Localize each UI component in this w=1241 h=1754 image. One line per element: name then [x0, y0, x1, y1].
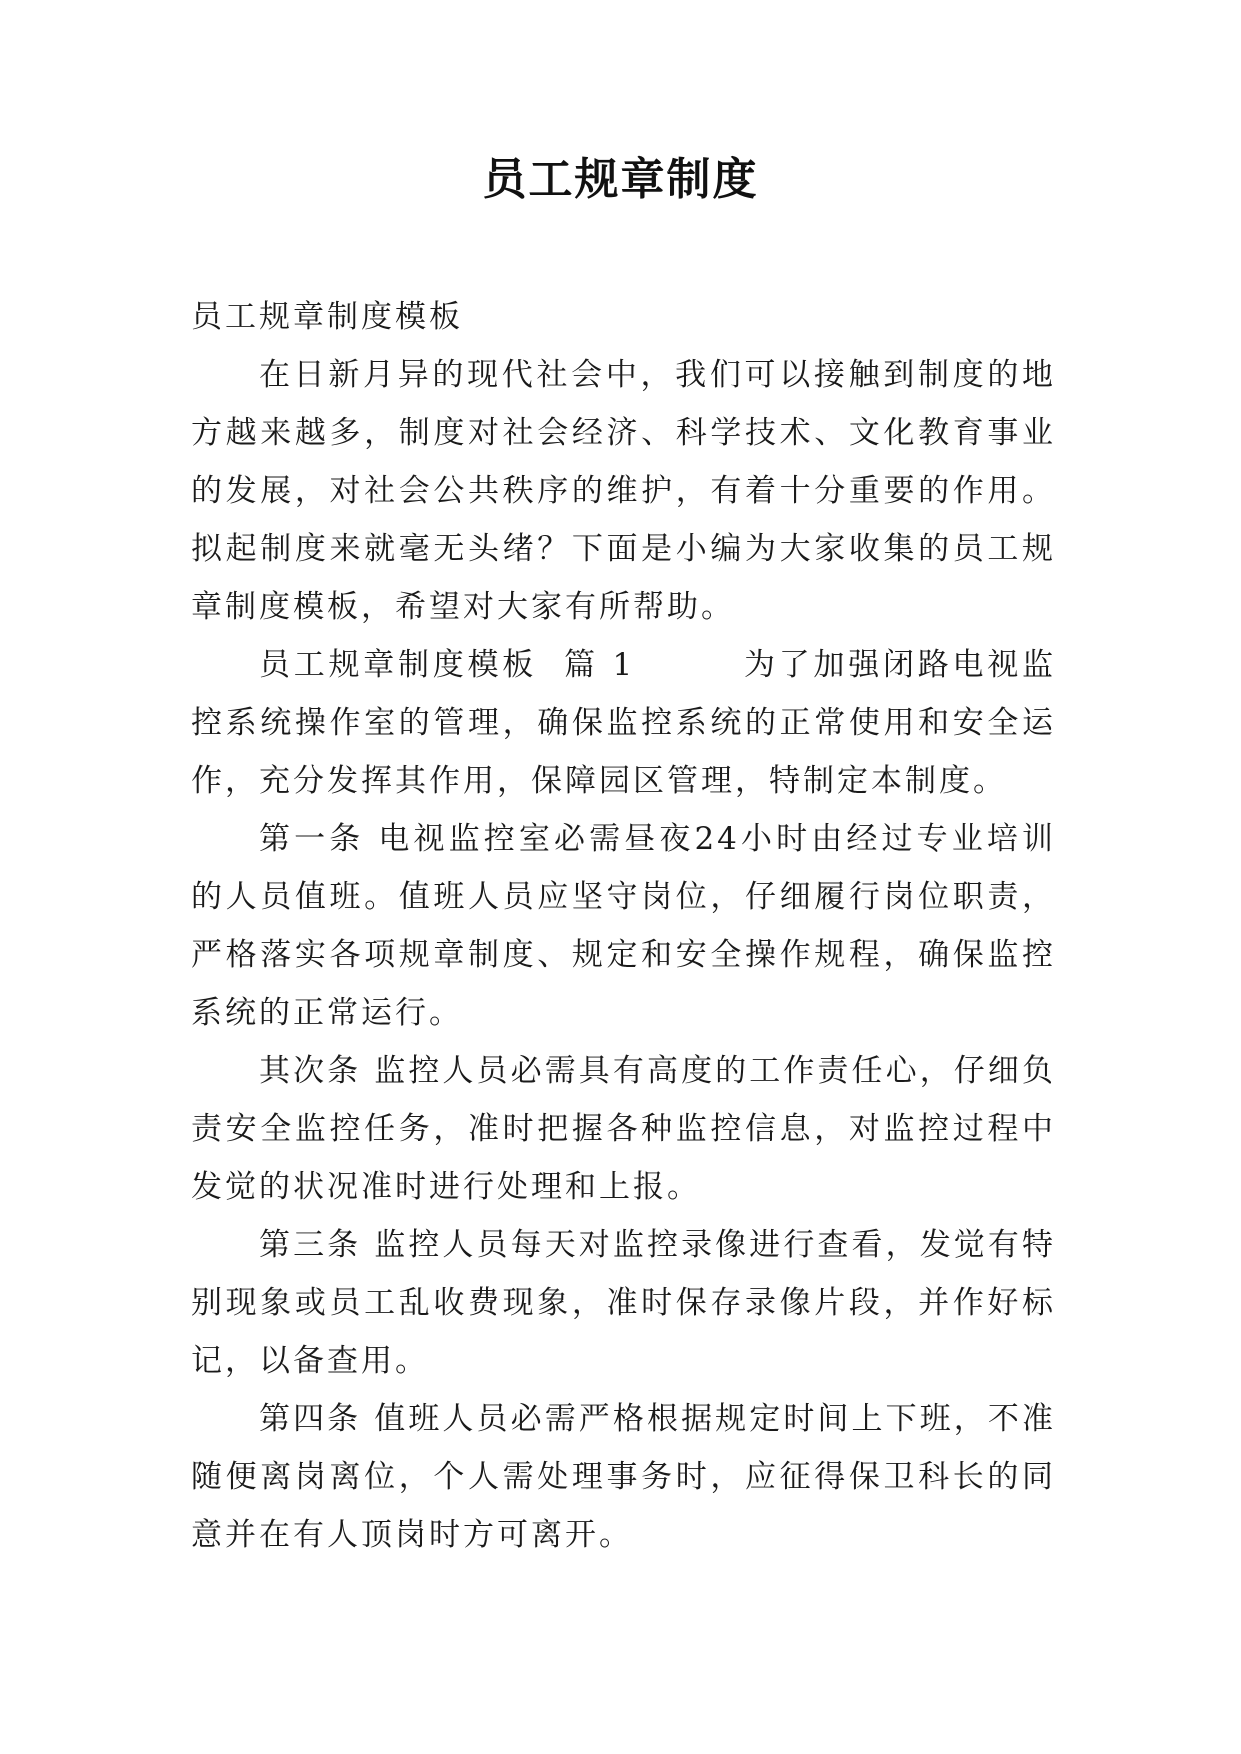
- document-subtitle: 员工规章制度模板: [191, 299, 463, 335]
- paragraph-intro: 在日新月异的现代社会中，我们可以接触到制度的地方越来越多，制度对社会经济、科学技术、文化教育事业的发展，对社会公共秩序的维护，有着十分重要的作用。拟起制度来就毫无头绪？下面是小编为大家收集的员工规章制度模板，希望对大家有所帮助。: [191, 357, 1056, 625]
- paragraph-article-2: 其次条 监控人员必需具有高度的工作责任心，仔细负责安全监控任务，准时把握各种监控信息，对监控过程中发觉的状况准时进行处理和上报。: [191, 1053, 1056, 1205]
- document-body: [191, 288, 1056, 1564]
- paragraph-article-3: 第三条 监控人员每天对监控录像进行查看，发觉有特别现象或员工乱收费现象，准时保存录像片段，并作好标记，以备查用。: [191, 1227, 1056, 1379]
- paragraph-template-1: 员工规章制度模板 篇 1 为了加强闭路电视监控系统操作室的管理，确保监控系统的正常使用和安全运作，充分发挥其作用，保障园区管理，特制定本制度。: [191, 647, 1056, 799]
- paragraph-article-4: 第四条 值班人员必需严格根据规定时间上下班，不准随便离岗离位，个人需处理事务时，应征得保卫科长的同意并在有人顶岗时方可离开。: [191, 1401, 1056, 1553]
- paragraph-article-1: 第一条 电视监控室必需昼夜24小时由经过专业培训的人员值班。值班人员应坚守岗位，仔细履行岗位职责，严格落实各项规章制度、规定和安全操作规程，确保监控系统的正常运行。: [191, 821, 1056, 1031]
- document-title: 员工规章制度: [482, 154, 759, 205]
